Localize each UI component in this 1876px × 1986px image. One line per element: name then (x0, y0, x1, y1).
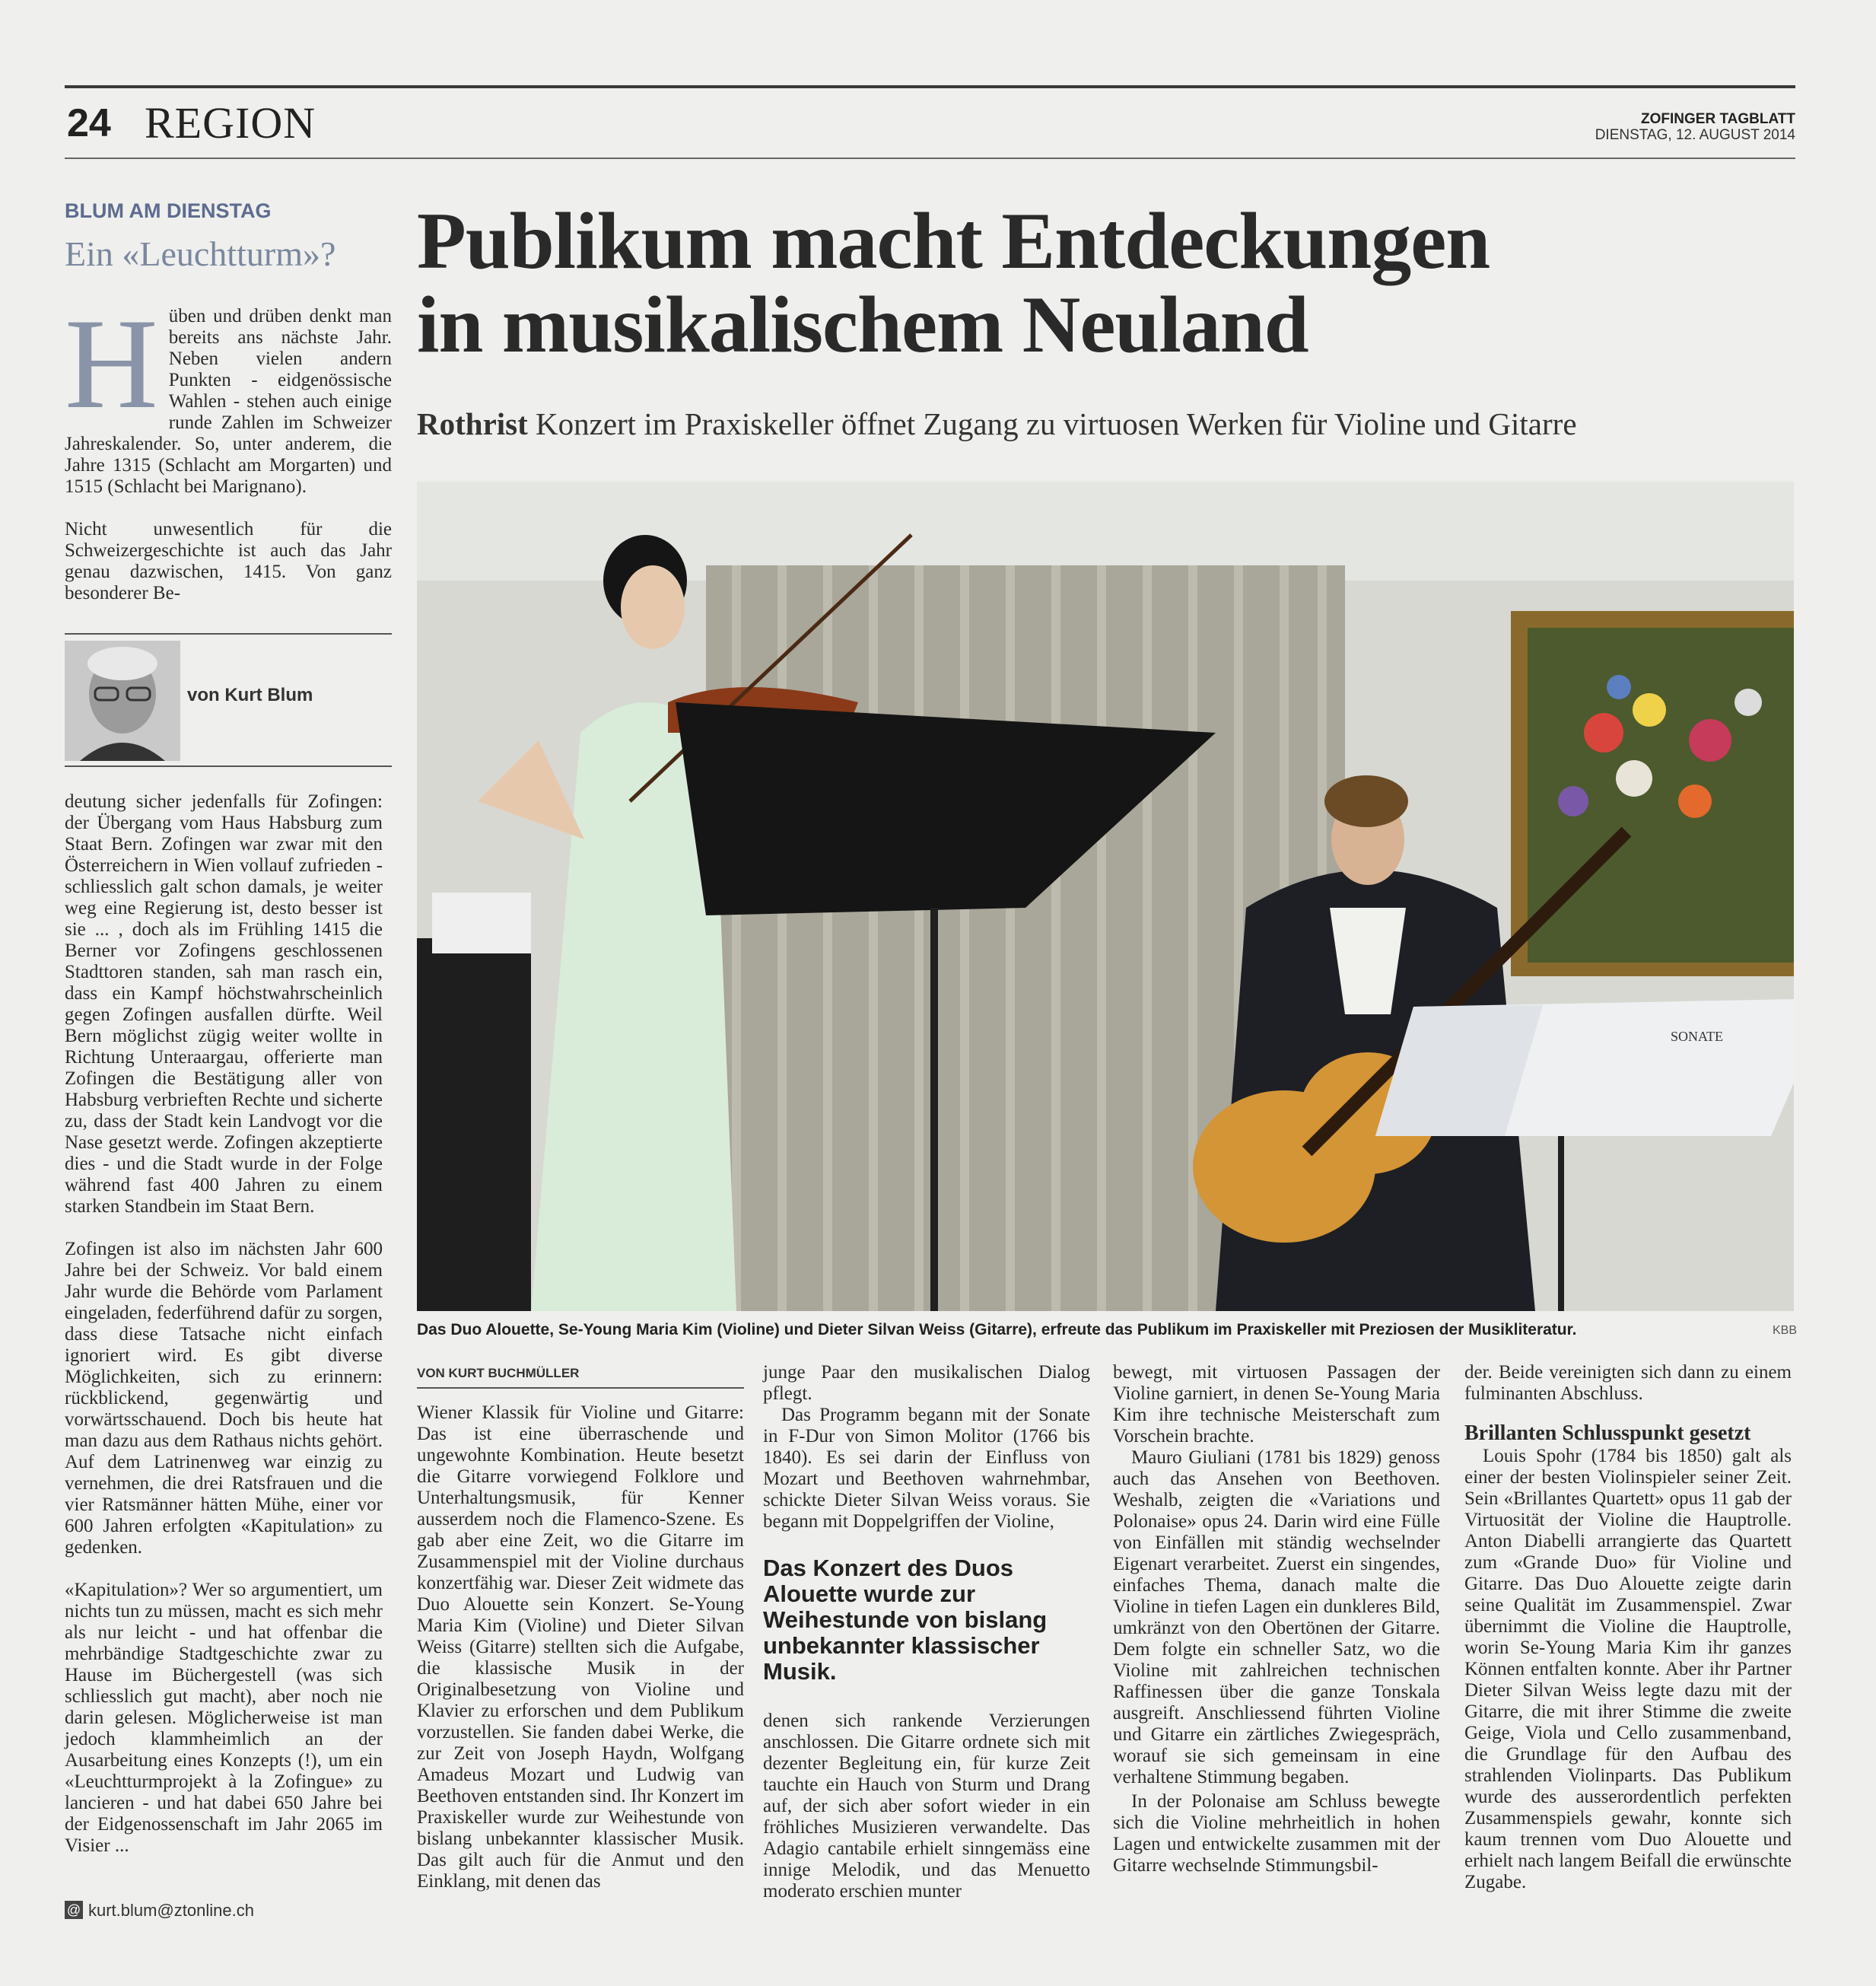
section-title: REGION (145, 98, 316, 148)
pull-quote: Das Konzert des Duos Alouette wurde zur Weihestunde von bislang unbekannter klassischer Musik. (763, 1555, 1048, 1685)
author-box-bottom-rule (65, 765, 392, 767)
article-col3-text-a: bewegt, mit virtuosen Passagen der Violine garniert, in denen Se-Young Maria Kim ihre technische Meisterschaft zum Vorschein brachte. (1113, 1362, 1440, 1447)
headline-line-1: Publikum macht Entdeckungen (417, 196, 1490, 285)
author-portrait (65, 641, 180, 761)
column-kicker: BLUM AM DIENSTAG (65, 199, 272, 222)
column-paragraph-3: deutung sicher jedenfalls für Zofingen: der Übergang vom Haus Habsburg zum Staat Bern. Zofingen war zwar mit den Österreichern in Wien vollauf zufrieden - schliesslich galt schon damals, je weiter weg eine Regierung ist, desto besser ist sie ... , doch als im Frühling 1415 die Berner vor Zofingens geschlossenen Stadttoren standen, sah man rasch ein, dass ein Kampf höchstwahrscheinlich gegen Zofingen ausfallen dürfte. Weil Bern möglichst zügig weiter wollte in Richtung Unteraargau, offerierte man Zofingen die Bestätigung aller von Habsburg verbrieften Rechte und sicherte zu, dass der Stadt kein Landvogt vor die Nase gesetzt werde. Zofingen akzeptierte dies - und die Stadt wurde in der Folge während fast 400 Jahren zu einem starken Standbein im Staat Bern. (65, 791, 383, 1217)
dateline: Rothrist (417, 406, 528, 441)
article-col2-text-a: junge Paar den musikalischen Dialog pflegt. (763, 1362, 1090, 1404)
headline-line-2: in musikalischem Neuland (417, 280, 1308, 369)
header-top-rule (65, 85, 1795, 88)
article-col1-text: Wiener Klassik für Violine und Gitarre: Das ist eine überraschende und ungewohnte Kombination. Heute besetzt die Gitarre vorwiegend Folklore und Unterhaltungsmusik, für Kenner ausserdem noch die Flamenco-Szene. Es gab aber eine Zeit, wo die Gitarre im Zusammenspiel mit der Violine durchaus konzertfähig war. Dieser Zeit widmete das Duo Alouette sein Konzert. Se-Young Maria Kim (Violine) und Dieter Silvan Weiss (Gitarre) stellten sich die Aufgabe, die klassische Musik in der Originalbesetzung von Violine und Klavier zu erforschen und dem Publikum vorzustellen. Sie fanden dabei Werke, die zur Zeit von Joseph Haydn, Wolfgang Amadeus Mozart und Ludwig van Beethoven entstanden sind. Ihr Konzert im Praxiskeller wurde zur Weihestunde von bislang unbekannter klassischer Musik. Das gilt auch für die Anmut und den Einklang, mit denen das (417, 1402, 744, 1892)
article-subheading: Brillanten Schlusspunkt gesetzt (1464, 1421, 1751, 1445)
photo-caption: Das Duo Alouette, Se-Young Maria Kim (Violine) und Dieter Silvan Weiss (Gitarre), erfreute das Publikum im Praxiskeller mit Preziosen der Musikliteratur. (417, 1321, 1577, 1338)
column-paragraph-2: Nicht unwesentlich für die Schweizergeschichte ist auch das Jahr genau dazwischen, 1415. Von ganz besonderer Be- (65, 519, 392, 603)
column-paragraph-4: Zofingen ist also im nächsten Jahr 600 Jahre bei der Schweiz. Vor bald einem Jahr wurde die Behörde vom Parlament eingeladen, federführend dafür zu sorgen, dass diese Tatsache nicht einfach ignoriert wird. Es gibt diverse Möglichkeiten, sich zu erinnern: rückblickend, gegenwärtig und vorwärtsschauend. Doch bis heute hat man dazu aus dem Rathaus nichts gehört. Auf dem Latrinenweg war einzig zu vernehmen, die drei Ratsfrauen und die vier Ratsmänner hätten Mühe, einer vor 600 Jahren erfolgten «Kapitulation» zu gedenken. (65, 1239, 383, 1558)
opinion-column-continued (65, 791, 383, 1857)
sheet-music-label: SONATE (1671, 1029, 1724, 1044)
article-col4-text-b: Louis Spohr (1784 bis 1850) galt als einer der besten Violinspieler seiner Zeit. Sein «Brillantes Quartett» opus 11 gab der Virtuosität der Violine die Hauptrolle. Anton Diabelli arrangierte das Quartett zum «Grande Duo» für Violine und Gitarre. Das Duo Alouette zeigte darin seine Qualität im Zusammenspiel. Zwar übernimmt die Violine die Hauptrolle, worin Se-Young Maria Kim ihr ganzes Können entfalten konnte. Aber ihr Partner Dieter Silvan Weiss legte dazu mit der Gitarre, die mit ihrer Stimme die zweite Geige, Viola und Cello zusammenband, die Grundlage für den Aufbau des strahlenden Violinparts. Das Publikum wurde des ausserordentlich perfekten Zusammenspiels gewahr, konnte sich kaum trennen vom Duo Alouette und erhielt nach langem Beifall die erwünschte Zugabe. (1464, 1446, 1792, 1892)
article-column-3 (1113, 1362, 1440, 1876)
subhead-text: Konzert im Praxiskeller öffnet Zugang zu virtuosen Werken für Violine und Gitarre (536, 406, 1577, 441)
column-paragraph-5: «Kapitulation»? Wer so argumentiert, um nichts tun zu müssen, macht es sich mehr als nur leicht - und hat offenbar die mehrbändige Stadtgeschichte zwar zu Hause im Büchergestell (was sich schliesslich gut macht), aber noch nie darin gelesen. Möglicherweise ist man jedoch klammheimlich an der Ausarbeitung eines Konzepts (!), um ein «Leuchtturmprojekt à la Zofingue» zu lancieren - und hat dabei 650 Jahre bei der Eidgenossenschaft im Jahr 2065 im Visier ... (65, 1580, 383, 1856)
header-bottom-rule (65, 158, 1795, 159)
article-byline: VON KURT BUCHMÜLLER (417, 1366, 744, 1389)
opinion-column (65, 199, 392, 604)
column-paragraph-1: üben und drüben denkt man bereits ans nächste Jahr. Neben vielen andern Punkten - eidgenössische Wahlen - stehen auch einige runde Zahlen im Schweizer Jahreskalender. So, unter anderem, die Jahre 1315 (Schlacht am Morgarten) und 1515 (Schlacht bei Marignano). (65, 306, 392, 497)
subhead (417, 406, 1577, 442)
article-column-2 (763, 1362, 1090, 1902)
column-author: von Kurt Blum (187, 685, 313, 705)
article-col3-text-c: In der Polonaise am Schluss bewegte sich die Violine mehrheitlich in hohen Lagen und entwickelte zusammen mit der Gitarre wechselnde Stimmungsbil- (1113, 1791, 1440, 1876)
photo-credit: KBB (1773, 1324, 1798, 1337)
article-col2-text-c: denen sich rankende Verzierungen anschlossen. Die Gitarre ordnete sich mit dezenter Begleitung ein, für kurze Zeit tauchte ein Hauch von Sturm und Drang auf, der sich aber sofort wieder in ein fröhliches Musizieren verwandelte. Das Adagio cantabile erhielt sinngemäss eine innige Melodik, und das Menuetto moderato erschien munter (763, 1711, 1090, 1902)
column-title: Ein «Leuchtturm»? (65, 234, 336, 273)
article-col4-text-a: der. Beide vereinigten sich dann zu einem fulminanten Abschluss. (1464, 1362, 1792, 1404)
headline (417, 196, 1490, 369)
issue-date: DIENSTAG, 12. AUGUST 2014 (1595, 127, 1795, 143)
article-col3-text-b: Mauro Giuliani (1781 bis 1829) genoss auch das Ansehen von Beethoven. Weshalb, zeigten die «Variations und Polonaise» opus 24. Darin wird eine Fülle von Einfällen mit ständig wechselnder Eigenart verarbeitet. Zuerst ein singendes, einfaches Thema, danach malte die Violine in tiefen Lagen ein dunkleres Bild, umkränzt von den Obertönen der Gitarre. Dem folgte ein schneller Satz, wo die Violine mit zahlreichen technischen Raffinessen über die ganze Tonskala ausgreift. Anschliessend führten Violine und Gitarre ein zärtliches Zwiegespräch, worauf sie sich gemeinsam in eine verhaltene Stimmung begaben. (1113, 1447, 1440, 1787)
drop-cap: H (65, 292, 158, 435)
article-col2-text-b: Das Programm begann mit der Sonate in F-Dur von Simon Molitor (1766 bis 1840). Es sei darin der Einfluss von Mozart und Beethoven wahrnehmbar, schickte Dieter Silvan Weiss voraus. Sie begann mit Doppelgriffen der Violine, (763, 1405, 1090, 1532)
article-column-1 (417, 1366, 744, 1892)
author-box-top-rule (65, 633, 392, 635)
page-number: 24 (67, 101, 111, 145)
column-email[interactable]: kurt.blum@ztonline.ch (88, 1901, 254, 1920)
paper-name: ZOFINGER TAGBLATT (1641, 111, 1795, 127)
article-column-4 (1464, 1362, 1792, 1893)
email-icon: @ (65, 1901, 83, 1919)
concert-photo (417, 482, 1794, 1311)
